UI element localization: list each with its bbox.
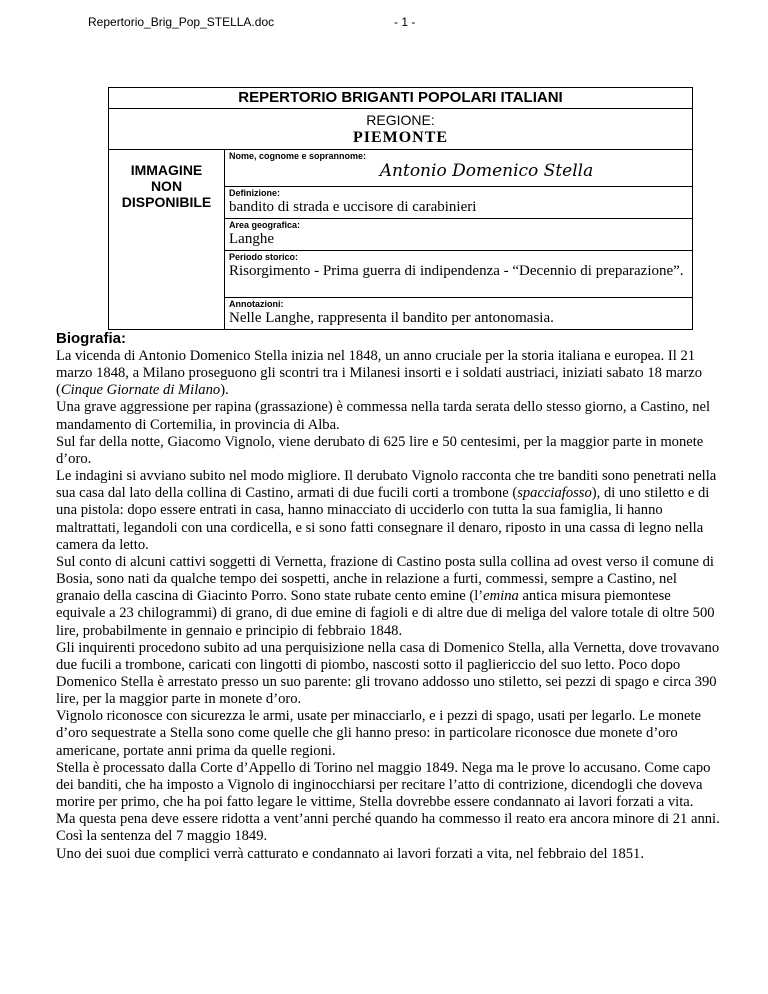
field-definition-value: bandito di strada e uccisore di carabinieri [229,199,477,215]
field-period-label: Periodo storico: [229,252,299,262]
field-name [225,150,693,187]
field-area-value: Langhe [229,231,274,247]
field-name-label: Nome, cognome e soprannome: [229,151,367,161]
field-area [225,219,693,251]
region-cell [109,109,693,150]
field-area-label: Area geografica: [229,220,301,230]
biography-paragraph: Sul far della notte, Giacomo Vignolo, viene derubato di 625 lire e 50 centesimi, per la maggior parte in monete d’oro. [56,433,704,467]
biography-paragraph: Uno dei suoi due complici verrà catturato e condannato ai lavori forzati a vita, nel febbraio del 1851. [56,845,644,862]
biography-paragraph: Ma questa pena deve essere ridotta a vent’anni perché quando ha commesso il reato era ancora minore di 21 anni. Così la sentenza del 7 maggio 1849. [56,811,720,845]
card-title: REPERTORIO BRIGANTI POPOLARI ITALIANI [109,88,693,109]
region-label: REGIONE: [366,112,435,128]
field-definition [225,187,693,219]
document-filename: Repertorio_Brig_Pop_STELLA.doc [88,15,275,29]
field-period-value: Risorgimento - Prima guerra di indipendenza - “Decennio di preparazione”. [229,263,684,279]
biography-body [56,348,720,863]
field-notes-value: Nelle Langhe, rappresenta il bandito per antonomasia. [229,310,554,326]
biography-section [56,330,720,863]
image-placeholder-line: IMMAGINE [130,162,203,178]
biography-paragraph: Gli inquirenti procedono subito ad una perquisizione nella casa di Domenico Stella, alla Vernetta, dove trovavano due fucili a trombone, caricati con lingotti di piombo, nascosti sotto il pagliericcio del suo letto. Poco dopo Domenico Stella è arrestato presso un suo parente: gli trovano addosso uno stiletto, sei pezzi di spago e circa 390 lire, per la maggior parte in monete d’oro. [56,639,720,708]
biography-heading: Biografia: [56,330,127,347]
field-notes-label: Annotazioni: [229,299,284,309]
field-period [225,251,693,298]
page-number: - 1 - [394,15,416,29]
brigand-record-card [108,87,693,330]
image-placeholder-line: DISPONIBILE [121,194,212,210]
field-definition-label: Definizione: [229,188,280,198]
biography-paragraph: Stella è processato dalla Corte d’Appello di Torino nel maggio 1849. Nega ma le prove lo accusano. Come capo dei banditi, che ha imposto a Vignolo di inginocchiarsi per recitare l’atto di contrizione, dicendogli che doveva morire per primo, che ha poi fatto legare le vittime, Stella dovrebbe essere condannato ai lavori forzati a vita. [56,759,711,811]
field-notes [225,298,693,330]
biography-paragraph: Vignolo riconosce con sicurezza le armi, usate per minacciarlo, e i pezzi di spago, usati per legarlo. Le monete d’oro sequestrate a Stella sono come quelle che gli hanno preso: in particolare riconosce due monete d’oro americane, portate anni prima da quelle regioni. [56,708,702,759]
biography-paragraph: Una grave aggressione per rapina (grassazione) è commessa nella tarda serata dello stesso giorno, a Castino, nel mandamento di Cortemilia, in provincia di Alba. [56,399,711,433]
biography-paragraph: La vicenda di Antonio Domenico Stella inizia nel 1848, un anno cruciale per la storia italiana e europea. Il 21 marzo 1848, a Milano proseguono gli scontri tra i Milanesi insorti e i soldati austriaci, iniziati sabato 18 marzo (Cinque Giornate di Milano). [56,348,703,399]
image-placeholder-line: NON [150,178,183,194]
image-placeholder [109,150,225,330]
biography-paragraph: Sul conto di alcuni cattivi soggetti di Vernetta, frazione di Castino posta sulla collina ad ovest verso il comune di Bosia, sono nati da qualche tempo dei sospetti, anche in relazione a furti, commessi, sempre a Castino, nel granaio della cascina di Giacinto Porro. Sono state rubate cento emine (l’emina antica misura piemontese equivale a 23 chilogrammi) di grano, di due emine di fagioli e di altre due di meliga del valore totale di oltre 500 lire, probabilmente in gennaio e principio di febbraio 1848. [56,553,715,639]
field-name-value: Antonio Domenico Stella [379,161,594,181]
biography-paragraph: Le indagini si avviano subito nel modo migliore. Il derubato Vignolo racconta che tre banditi sono penetrati nella sua casa dal lato della collina di Castino, armati di due fucili corti a trombone (spacciafosso), di uno stiletto e di una pistola: dopo essere entrati in casa, hanno minacciato di ucciderlo con tutta la sua famiglia, li hanno maltrattati, legandoli con una cordicella, e si sono fatti consegnare il denaro, riposto in una cassa di legno nella camera da letto. [56,468,717,553]
region-value: PIEMONTE [352,129,449,146]
